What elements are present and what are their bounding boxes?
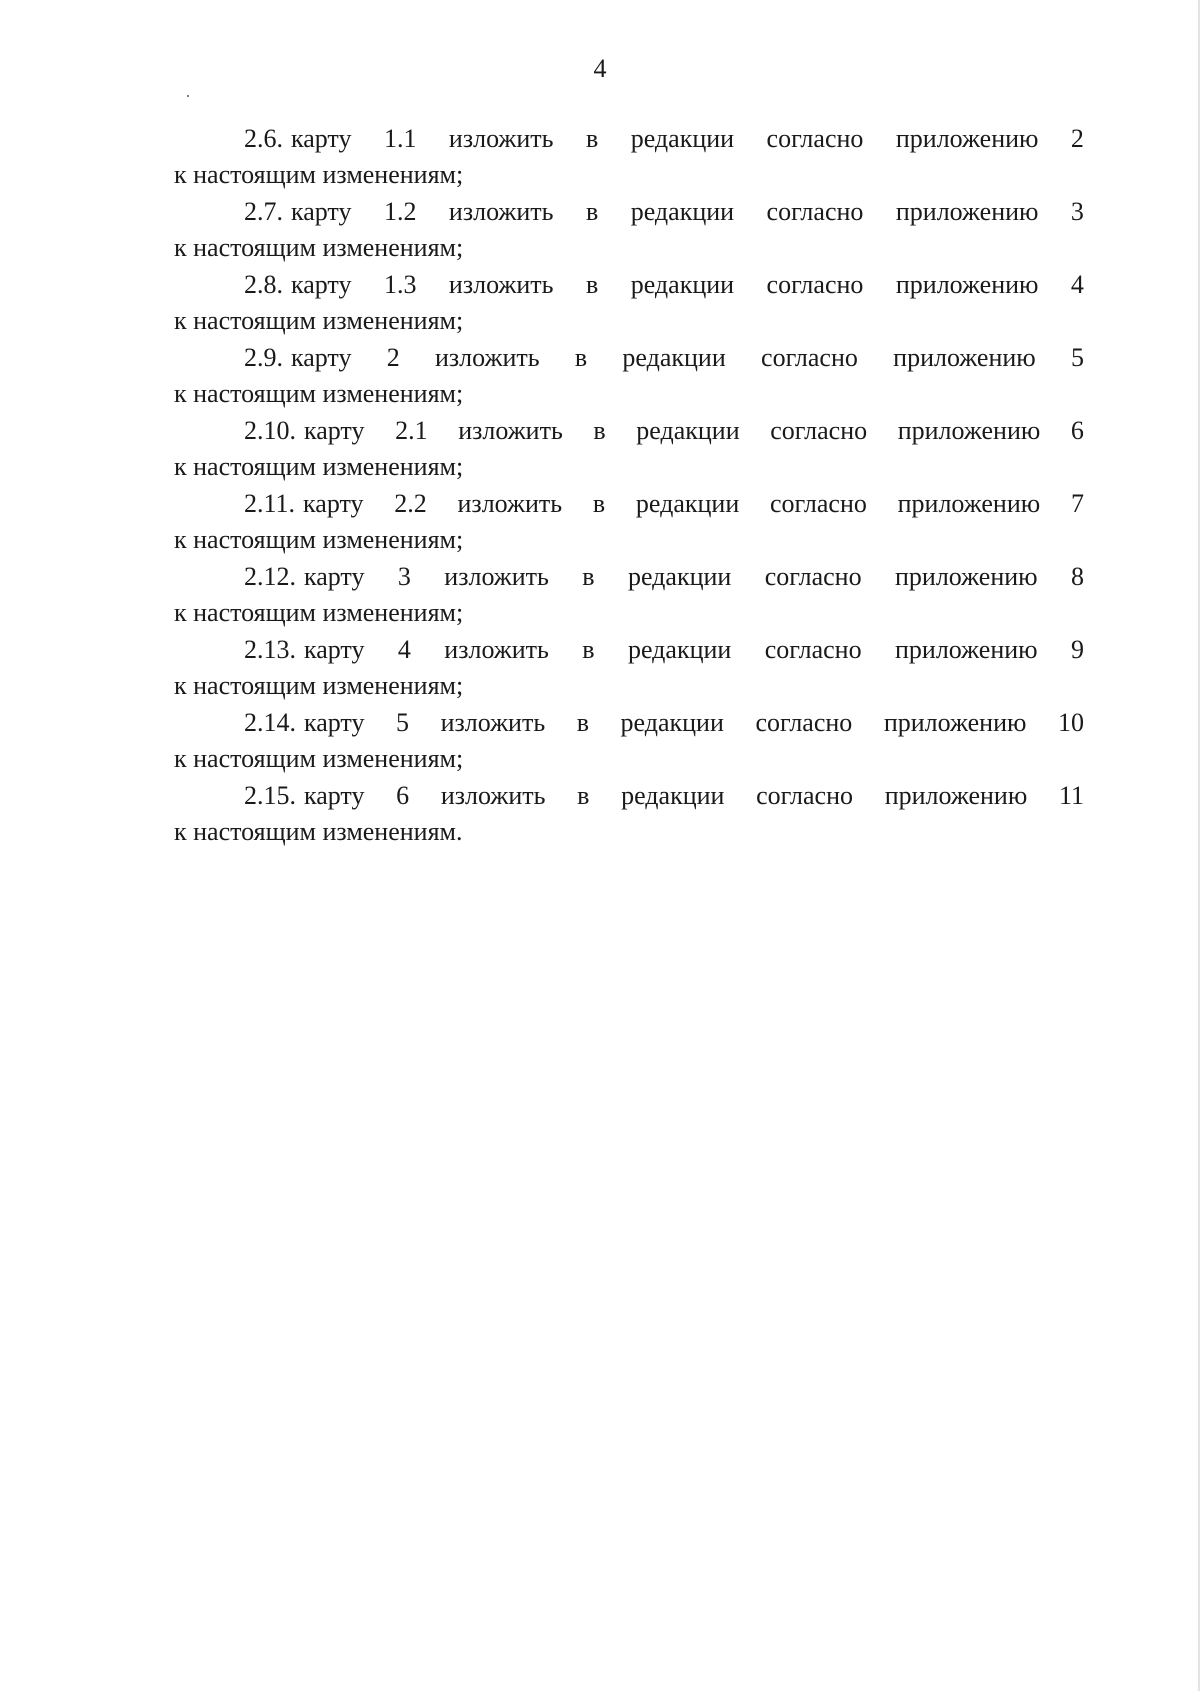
item-word: карту (304, 562, 365, 591)
item-word: 11 (1058, 781, 1084, 810)
item-word: согласно (766, 197, 864, 226)
item-word: в (585, 124, 599, 153)
amendment-line (174, 486, 1084, 522)
item-word: редакции (630, 124, 735, 153)
amendment-item (174, 340, 1084, 413)
scan-speck (187, 95, 189, 97)
amendment-continuation: к настоящим изменениям; (174, 744, 464, 773)
item-word: карту (291, 343, 352, 372)
item-word: изложить (440, 781, 546, 810)
amendment-lead (244, 559, 364, 595)
item-word: редакции (630, 197, 735, 226)
item-word: 3 (397, 562, 411, 591)
amendment-lead (244, 413, 364, 449)
item-number: 2.6. (244, 124, 283, 153)
amendment-item (174, 559, 1084, 632)
item-word: карту (304, 708, 365, 737)
item-word: 6 (396, 781, 410, 810)
amendment-continuation: к настоящим изменениям; (174, 598, 464, 627)
item-word: редакции (627, 562, 732, 591)
item-word: согласно (756, 781, 853, 810)
item-word: карту (303, 489, 364, 518)
amendment-lead (244, 121, 351, 157)
item-word: согласно (764, 635, 862, 664)
item-word: изложить (458, 416, 563, 445)
item-word: 4 (1070, 270, 1084, 299)
item-word: 2.1 (395, 416, 428, 445)
amendment-item (174, 194, 1084, 267)
amendment-item (174, 632, 1084, 705)
item-word: 7 (1070, 489, 1084, 518)
item-word: приложению (897, 489, 1041, 518)
item-word: в (577, 781, 590, 810)
amendment-item (174, 121, 1084, 194)
item-word: карту (304, 781, 365, 810)
item-word: изложить (435, 343, 540, 372)
item-word: изложить (448, 270, 554, 299)
item-word: приложению (897, 416, 1041, 445)
item-word: изложить (448, 124, 554, 153)
item-word: приложению (883, 708, 1027, 737)
item-word: в (574, 343, 588, 372)
item-word: изложить (444, 562, 549, 591)
item-number: 2.13. (244, 635, 296, 664)
amendment-continuation: к настоящим изменениям; (174, 525, 464, 554)
amendment-item (174, 267, 1084, 340)
item-word: приложению (895, 124, 1039, 153)
item-word: согласно (755, 708, 853, 737)
item-word: редакции (635, 489, 740, 518)
amendment-continuation: к настоящим изменениям; (174, 160, 464, 189)
amendment-item (174, 705, 1084, 778)
item-word: 3 (1070, 197, 1084, 226)
item-word: согласно (766, 124, 864, 153)
item-word: редакции (622, 343, 726, 372)
amendment-list (174, 121, 1084, 851)
item-word: изложить (440, 708, 546, 737)
item-word: приложению (893, 343, 1036, 372)
item-number: 2.14. (244, 708, 296, 737)
item-word: 1.1 (383, 124, 417, 153)
item-word: в (576, 708, 589, 737)
item-word: согласно (770, 489, 867, 518)
item-number: 2.7. (244, 197, 283, 226)
amendment-lead (244, 194, 351, 230)
item-word: редакции (620, 708, 724, 737)
item-word: приложению (895, 270, 1039, 299)
amendment-line (174, 413, 1084, 449)
amendment-lead (244, 632, 364, 668)
amendment-item (174, 778, 1084, 851)
item-word: редакции (627, 635, 732, 664)
page-number: 4 (593, 54, 607, 83)
item-word: 1.3 (383, 270, 417, 299)
amendment-line (174, 705, 1084, 741)
item-word: изложить (457, 489, 563, 518)
amendment-line (174, 778, 1084, 814)
item-number: 2.11. (244, 489, 296, 518)
amendment-lead (244, 267, 351, 303)
item-word: в (582, 562, 595, 591)
item-word: 2 (386, 343, 400, 372)
amendment-lead (244, 486, 364, 522)
amendment-continuation: к настоящим изменениям; (174, 379, 464, 408)
item-number: 2.8. (244, 270, 283, 299)
item-word: приложению (895, 562, 1038, 591)
item-word: 9 (1070, 635, 1084, 664)
amendment-continuation: к настоящим изменениям; (174, 452, 464, 481)
item-word: 10 (1057, 708, 1084, 737)
item-word: карту (291, 270, 352, 299)
item-word: приложению (884, 781, 1028, 810)
item-word: согласно (770, 416, 868, 445)
amendment-continuation: к настоящим изменениям; (174, 233, 464, 262)
item-word: приложению (895, 635, 1038, 664)
amendment-lead (244, 705, 364, 741)
item-word: в (592, 489, 606, 518)
amendment-line (174, 559, 1084, 595)
amendment-item (174, 413, 1084, 486)
amendment-line (174, 267, 1084, 303)
item-word: редакции (621, 781, 725, 810)
item-word: изложить (444, 635, 549, 664)
amendment-lead (244, 778, 364, 814)
item-word: 5 (1071, 343, 1084, 372)
amendment-line (174, 632, 1084, 668)
amendment-item (174, 486, 1084, 559)
item-word: в (585, 197, 599, 226)
amendment-continuation: к настоящим изменениям; (174, 306, 464, 335)
item-word: 8 (1070, 562, 1084, 591)
item-number: 2.12. (244, 562, 296, 591)
item-word: карту (291, 197, 352, 226)
item-word: согласно (761, 343, 858, 372)
item-number: 2.15. (244, 781, 296, 810)
item-word: редакции (630, 270, 735, 299)
item-number: 2.10. (244, 416, 296, 445)
amendment-line (174, 121, 1084, 157)
amendment-continuation: к настоящим изменениям; (174, 671, 464, 700)
item-word: приложению (895, 197, 1039, 226)
item-word: в (593, 416, 606, 445)
item-word: редакции (636, 416, 740, 445)
item-word: 4 (397, 635, 411, 664)
item-word: 6 (1070, 416, 1084, 445)
item-word: изложить (448, 197, 554, 226)
item-word: карту (304, 635, 365, 664)
item-word: согласно (764, 562, 862, 591)
item-word: 2 (1070, 124, 1084, 153)
amendment-lead (244, 340, 351, 376)
item-number: 2.9. (244, 343, 283, 372)
item-word: 5 (396, 708, 410, 737)
amendment-line (174, 340, 1084, 376)
amendment-line (174, 194, 1084, 230)
item-word: карту (291, 124, 352, 153)
item-word: 1.2 (383, 197, 417, 226)
item-word: карту (304, 416, 365, 445)
item-word: 2.2 (394, 489, 427, 518)
item-word: в (585, 270, 599, 299)
item-word: в (582, 635, 595, 664)
amendment-continuation: к настоящим изменениям. (174, 817, 463, 846)
item-word: согласно (766, 270, 864, 299)
